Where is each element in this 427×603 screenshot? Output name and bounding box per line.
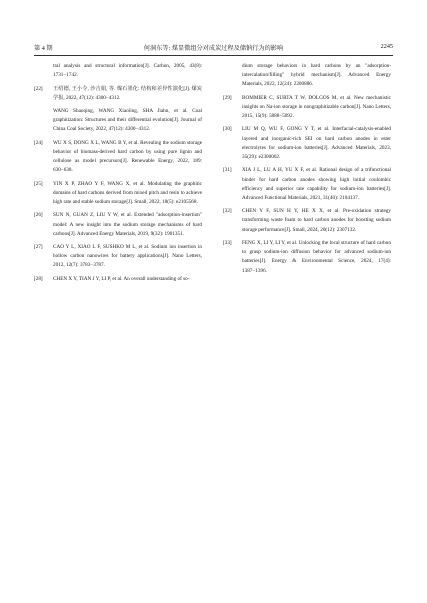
reference-text: CHEN X Y, TIAN J Y, LI P, et al. An overall understanding of so- — [53, 275, 190, 282]
issue-label: 第 4 期 — [34, 45, 53, 52]
running-title: 何洞东等: 煤显微组分对成炭过程及储钠行为的影响 — [143, 45, 284, 52]
reference-item — [223, 239, 391, 276]
header-rule — [34, 55, 393, 56]
reference-item — [223, 166, 391, 203]
page-number: 2245 — [380, 43, 393, 50]
reference-item — [34, 139, 202, 176]
reference-item — [34, 211, 202, 239]
reference-text: XIA J L, LU A H, YU X F, et al. Rational design of a trifunctional binder for hard carbon anodes showing high initial coulombic efficiency and superior rate capability for sodium-ion batteries[J]. Advanced Functional Materials, 2021, 31(40): 2104137. — [242, 167, 391, 201]
reference-column-left — [34, 62, 202, 288]
reference-number: [25] — [34, 180, 43, 187]
reference-text: tral analysis and structural information[J]. Carbon, 2005, 43(8): 1731−1742. — [53, 63, 202, 79]
reference-text: WANG Shaoqing, WANG Xiaoling, SHA Jiahn, et al. Coal graphitization: Structures and their differential evolution[J]. Journal of China Coal Society, 2022, 47(12): 4300−4312. — [53, 108, 202, 133]
reference-number: [28] — [34, 275, 43, 282]
reference-text: WU X S, DONG X L, WANG B Y, et al. Revealing the sodium storage behavior of biomass-derived hard carbon by using pure lignin and cellulose as model precursors[J]. Renewable Energy, 2022, 189: 630−638. — [53, 139, 202, 174]
reference-text: SUN N, GUAN Z, LIU Y W, et al. Extended "adsorption-insertion" model: A new insight into the sodium storage mechanisms of hard carbons[J]. Advanced Energy Materials, 2019, 9(32): 1901351. — [53, 212, 202, 237]
reference-text: LIU M Q, WU F, GONG Y T, et al. Interfacial-catalysis-enabled layered and inorganic-rich SEI on hard carbon anodes in ester electrolytes for sodium-ion batteries[J]. Advanced Materials, 2023, 35(29): e2300002. — [242, 126, 391, 161]
reference-text: dium storage behaviors in hard carbons by an "adsorption-intercalation/filling" hybrid mechanism[J]. Advanced Energy Materials, 2022, 12(24): 2200886. — [242, 63, 391, 88]
reference-item — [34, 180, 202, 208]
reference-number: [26] — [34, 212, 43, 219]
reference-column-right — [223, 62, 391, 280]
reference-item — [34, 62, 202, 80]
reference-number: [27] — [34, 244, 43, 251]
reference-text: CAO Y L, XIAO L F, SUSHKO M L, et al. Sodium ion insertion in hollow carbon nanowires for battery applications[J]. Nano Letters, 2012, 12(7): 3783−3787. — [53, 244, 202, 269]
reference-item — [223, 94, 391, 122]
reference-number: [24] — [34, 139, 43, 146]
reference-item — [34, 275, 202, 284]
reference-number: [32] — [223, 208, 232, 215]
reference-text: YIN X P, ZHAO Y F, WANG X, et al. Modulating the graphitic domains of hard carbons derived from mixed pitch and resin to achieve high rate and stable sodium storage[J]. Small, 2022, 18(5): e2105568. — [53, 180, 202, 206]
reference-text: 王绍德, 王小令, 沙吉娟, 等. 煤石墨化: 结构和差异性演化[J]. 煤炭学报, 2022, 47(12): 4300−4312. — [53, 85, 202, 101]
reference-number: [22] — [34, 85, 43, 92]
reference-text: FENG X, LI Y, LI Y, et al. Unlocking the local structure of hard carbon to grasp sodium-ion diffusion behavior for advanced sodium-ion batteries[J]. Energy & Environmental Science, 2024, 17(4): 1387−1396. — [242, 239, 391, 274]
reference-item — [34, 85, 202, 103]
running-header — [34, 43, 393, 55]
reference-item — [223, 207, 391, 235]
reference-number: [29] — [223, 94, 232, 101]
reference-item — [223, 62, 391, 90]
reference-number: [31] — [223, 167, 232, 174]
reference-number: [33] — [223, 239, 232, 246]
reference-text: CHEN Y F, SUN H Y, HE X X, et al. Pre-oxidation strategy transforming waste foam to hard carbon anodes for boosting sodium storage performance[J]. Small, 2024, 20(12): 2307132. — [242, 208, 391, 233]
reference-number: [30] — [223, 126, 232, 133]
reference-item — [34, 107, 202, 135]
reference-item — [34, 243, 202, 271]
reference-item — [223, 125, 391, 162]
reference-text: BOMMIER C, SURTA T W, DOLGOS M, et al. New mechanistic insights on Na-ion storage in nongraphitizable carbon[J]. Nano Letters, 2015, 15(9): 5888−5892. — [242, 94, 391, 120]
